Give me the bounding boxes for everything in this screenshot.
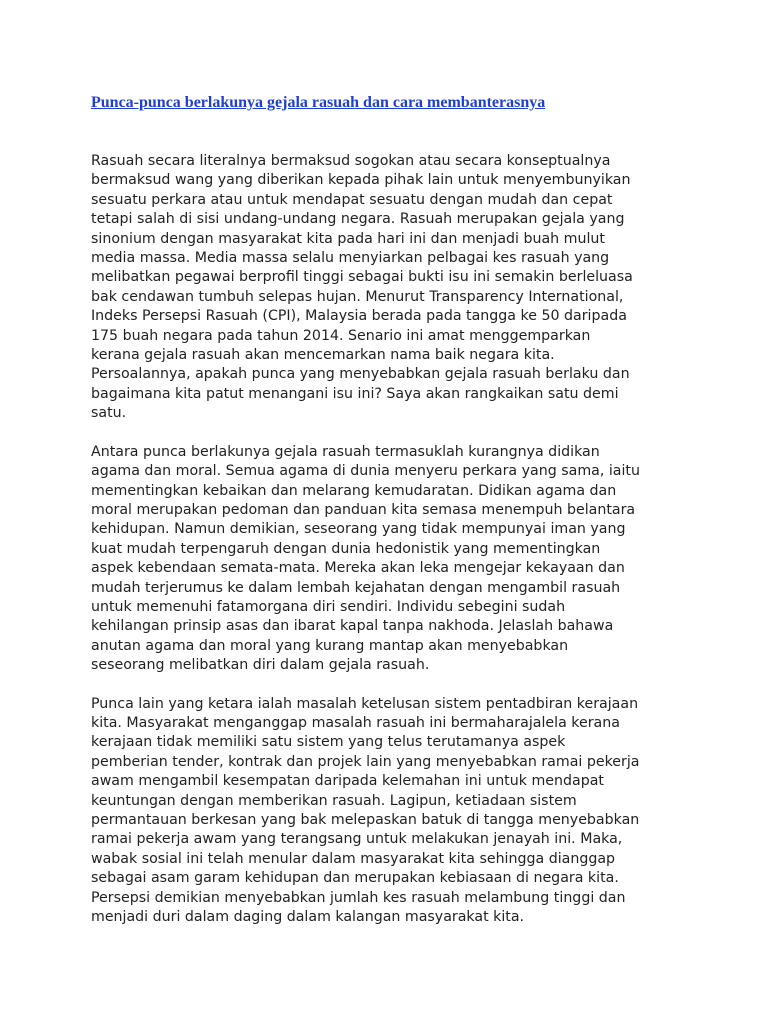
paragraph-line: satu. [91, 405, 127, 422]
paragraph-line: bagaimana kita patut menangani isu ini? Saya akan rangkaikan satu demi [91, 385, 619, 402]
paragraph-line: aspek kebendaan semata-mata. Mereka akan leka mengejar kekayaan dan [91, 560, 625, 577]
paragraph-line: bak cendawan tumbuh selepas hujan. Menurut Transparency International, [91, 288, 624, 305]
paragraph-line: bermaksud wang yang diberikan kepada pihak lain untuk menyembunyikan [91, 172, 631, 189]
paragraph-line: awam mengambil kesempatan daripada kelemahan ini untuk mendapat [91, 773, 604, 790]
paragraph-line: wabak sosial ini telah menular dalam masyarakat kita sehingga dianggap [91, 850, 616, 867]
paragraph-line: anutan agama dan moral yang kurang mantap akan menyebabkan [91, 637, 569, 654]
paragraph-line: seseorang melibatkan diri dalam gejala rasuah. [91, 657, 430, 674]
document-body [91, 152, 711, 927]
paragraph-line: mementingkan kebaikan dan melarang kemudaratan. Didikan agama dan [91, 482, 617, 499]
paragraph-line: pemberian tender, kontrak dan projek lain yang menyebabkan ramai pekerja [91, 753, 640, 770]
paragraph-line: agama dan moral. Semua agama di dunia menyeru perkara yang sama, iaitu [91, 463, 640, 480]
paragraph-line: keuntungan dengan memberikan rasuah. Lagipun, ketiadaan sistem [91, 792, 577, 809]
paragraph-line: kita. Masyarakat menganggap masalah rasuah ini bermaharajalela kerana [91, 714, 620, 731]
document-title[interactable]: Punca-punca berlakunya gejala rasuah dan cara membanterasnya [91, 94, 546, 111]
paragraph-line: kehidupan. Namun demikian, seseorang yang tidak mempunyai iman yang [91, 521, 626, 538]
paragraph [91, 152, 711, 424]
paragraph-line: melibatkan pegawai berprofil tinggi sebagai bukti isu ini semakin berleluasa [91, 269, 633, 286]
paragraph [91, 695, 711, 928]
paragraph-line: Punca lain yang ketara ialah masalah ketelusan sistem pentadbiran kerajaan [91, 695, 639, 712]
paragraph-line: Indeks Persepsi Rasuah (CPI), Malaysia berada pada tangga ke 50 daripada [91, 308, 627, 325]
document-page [91, 92, 711, 946]
paragraph-line: tetapi salah di sisi undang-undang negara. Rasuah merupakan gejala yang [91, 211, 625, 228]
paragraph-line: menjadi duri dalam daging dalam kalangan masyarakat kita. [91, 909, 525, 926]
paragraph-line: kehilangan prinsip asas dan ibarat kapal tanpa nakhoda. Jelaslah bahawa [91, 618, 614, 635]
paragraph-line: media massa. Media massa selalu menyiarkan pelbagai kes rasuah yang [91, 250, 610, 267]
paragraph-line: 175 buah negara pada tahun 2014. Senario ini amat menggemparkan [91, 327, 591, 344]
paragraph-line: kerana gejala rasuah akan mencemarkan nama baik negara kita. [91, 347, 555, 364]
paragraph-line: sinonium dengan masyarakat kita pada hari ini dan menjadi buah mulut [91, 230, 605, 247]
paragraph-line: Persepsi demikian menyebabkan jumlah kes rasuah melambung tinggi dan [91, 889, 626, 906]
paragraph-line: sesuatu perkara atau untuk mendapat sesuatu dengan mudah dan cepat [91, 191, 613, 208]
paragraph-line: untuk memenuhi fatamorgana diri sendiri. Individu sebegini sudah [91, 598, 566, 615]
paragraph-line: kuat mudah terpengaruh dengan dunia hedonistik yang mementingkan [91, 540, 601, 557]
paragraph-line: mudah terjerumus ke dalam lembah kejahatan dengan mengambil rasuah [91, 579, 621, 596]
paragraph-line: Rasuah secara literalnya bermaksud sogokan atau secara konseptualnya [91, 153, 611, 169]
paragraph-line: sebagai asam garam kehidupan dan merupakan kebiasaan di negara kita. [91, 870, 619, 887]
paragraph-line: ramai pekerja awam yang terangsang untuk melakukan jenayah ini. Maka, [91, 831, 623, 848]
paragraph-line: Persoalannya, apakah punca yang menyebabkan gejala rasuah berlaku dan [91, 366, 630, 383]
paragraph-line: Antara punca berlakunya gejala rasuah termasuklah kurangnya didikan [91, 443, 600, 460]
paragraph-line: kerajaan tidak memiliki satu sistem yang telus terutamanya aspek [91, 734, 566, 751]
paragraph [91, 443, 711, 676]
paragraph-line: permantauan berkesan yang bak melepaskan batuk di tangga menyebabkan [91, 812, 640, 828]
paragraph-line: moral merupakan pedoman dan panduan kita semasa menempuh belantara [91, 501, 636, 518]
